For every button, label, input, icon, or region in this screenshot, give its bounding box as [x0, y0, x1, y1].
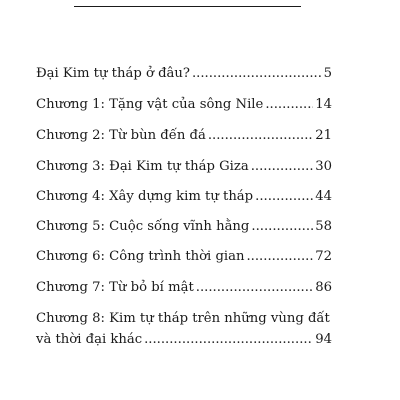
dot-leader: [144, 332, 313, 348]
toc-entry-page: 21: [315, 128, 332, 143]
dot-leader: [246, 249, 313, 265]
toc-entry-title: Chương 2: Từ bùn đến đá: [36, 128, 206, 143]
dot-leader: [251, 219, 313, 235]
dot-leader: [208, 128, 313, 144]
toc-entry-title: Chương 1: Tặng vật của sông Nile: [36, 97, 264, 112]
toc-entry-page: 30: [315, 159, 332, 174]
toc-entry-title: Chương 3: Đại Kim tự tháp Giza: [36, 159, 249, 174]
dot-leader: [265, 97, 313, 113]
top-divider: [74, 6, 301, 7]
toc-entry-title: Chương 7: Từ bỏ bí mật: [36, 280, 194, 295]
toc-entry-title: Chương 4: Xây dựng kim tự tháp: [36, 189, 254, 204]
toc-entry-title-line2: và thời đại khác: [36, 332, 143, 347]
toc-entry-page: 5: [323, 66, 332, 81]
toc-entry: [36, 189, 332, 205]
toc-entry-page: 44: [315, 189, 332, 204]
toc-entry: [36, 311, 332, 348]
dot-leader: [251, 159, 314, 175]
toc-entry: [36, 128, 332, 144]
toc-entry-title: Chương 6: Công trình thời gian: [36, 249, 245, 264]
toc-entry-page: 58: [315, 219, 332, 234]
toc-entry-title-line1: Chương 8: Kim tự tháp trên những vùng đất: [36, 311, 330, 326]
dot-leader: [196, 280, 313, 296]
toc-entry-page: 14: [315, 97, 332, 112]
toc-entry-page: 72: [315, 249, 332, 264]
toc-entry-page: 86: [315, 280, 332, 295]
toc-entry: [36, 219, 332, 235]
toc-entry: [36, 97, 332, 113]
toc-entry: [36, 66, 332, 82]
toc-entry: [36, 249, 332, 265]
toc-entry: [36, 159, 332, 175]
dot-leader: [255, 189, 313, 205]
toc-entry-page: 94: [315, 332, 332, 347]
dot-leader: [192, 66, 322, 82]
toc-entry-title: Chương 5: Cuộc sống vĩnh hằng: [36, 219, 250, 234]
toc-entry: [36, 280, 332, 296]
toc-entry-title: Đại Kim tự tháp ở đâu?: [36, 66, 190, 81]
